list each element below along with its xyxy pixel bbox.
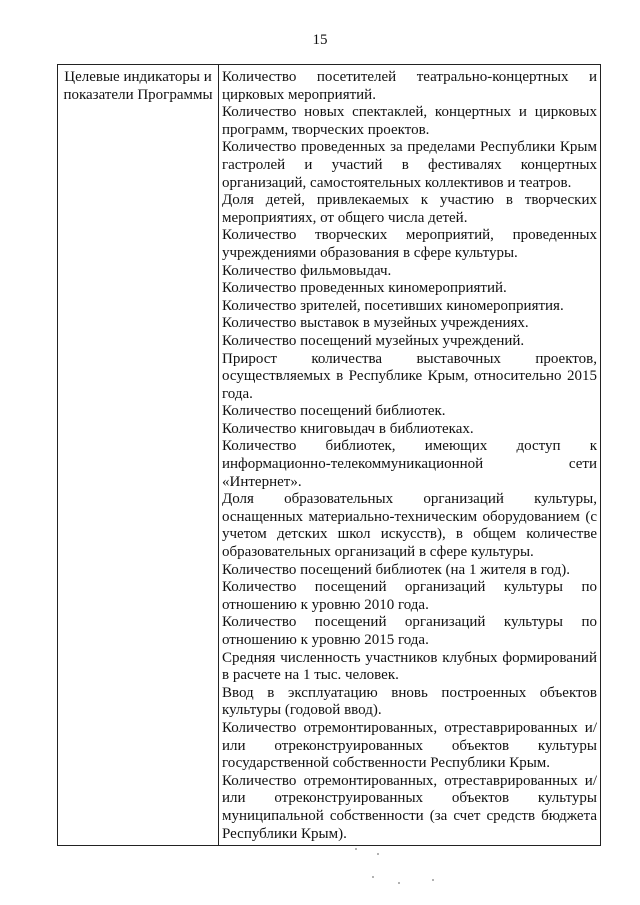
indicator-item: Количество посещений библиотек. — [222, 403, 446, 420]
indicator-item: Количество проведенных киномероприятий. — [222, 280, 507, 297]
indicator-list — [219, 65, 601, 846]
table-row — [58, 65, 601, 846]
indicator-item: Количество посещений библиотек (на 1 жителя в год). — [222, 561, 570, 578]
indicator-item: Количество проведенных за пределами Республики Крым гастролей и участий в фестивалях концертных организаций, самостоятельных коллективов и театров. — [222, 139, 597, 191]
indicator-item: Количество посещений организаций культуры по отношению к уровню 2015 года. — [222, 614, 597, 648]
indicator-item: Количество посетителей театрально-концертных и цирковых мероприятий. — [222, 69, 597, 103]
indicator-item: Количество отремонтированных, отреставрированных и/или отреконструированных объектов культуры муниципальной собственности (за счет средств бюджета Республики Крым). — [222, 772, 597, 842]
program-table — [57, 64, 601, 846]
indicator-item: Количество выставок в музейных учреждениях. — [222, 315, 529, 332]
indicator-item: Количество фильмовыдач. — [222, 262, 392, 279]
indicator-item: Количество книговыдач в библиотеках. — [222, 420, 474, 437]
indicator-item: Ввод в эксплуатацию вновь построенных объектов культуры (годовой ввод). — [222, 684, 597, 719]
scan-speck — [355, 848, 357, 850]
indicator-item: Количество новых спектаклей, концертных и цирковых программ, творческих проектов. — [222, 104, 597, 138]
indicator-item: Количество творческих мероприятий, проведенных учреждениями образования в сфере культуры. — [222, 227, 597, 261]
indicator-item: Количество библиотек, имеющих доступ к информационно-телекоммуникационной сети «Интернет». — [222, 438, 597, 490]
indicator-item: Количество посещений организаций культуры по отношению к уровню 2010 года. — [222, 579, 597, 613]
scan-speck — [377, 853, 379, 855]
indicator-item: Доля образовательных организаций культуры, оснащенных материально-техническим оборудованием (с учетом детских школ искусств), в общем количестве образовательных организаций в сфере культуры. — [222, 491, 597, 561]
row-label: Целевые индикаторы и показатели Программы — [58, 65, 219, 846]
scan-speck — [432, 879, 434, 881]
scan-speck — [398, 882, 400, 884]
indicator-item: Количество зрителей, посетивших киномероприятия. — [222, 297, 564, 314]
indicator-item: Средняя численность участников клубных формирований в расчете на 1 тыс. человек. — [222, 649, 597, 684]
indicator-item: Доля детей, привлекаемых к участию в творческих мероприятиях, от общего числа детей. — [222, 192, 597, 226]
indicator-item: Количество отремонтированных, отреставрированных и/или отреконструированных объектов культуры государственной собственности Республики Крым. — [222, 719, 597, 772]
indicator-item: Прирост количества выставочных проектов, осуществляемых в Республике Крым, относительно 2015 года. — [222, 350, 597, 402]
page-number: 15 — [312, 32, 328, 48]
indicator-item: Количество посещений музейных учреждений. — [222, 332, 525, 349]
scan-speck — [372, 876, 374, 878]
